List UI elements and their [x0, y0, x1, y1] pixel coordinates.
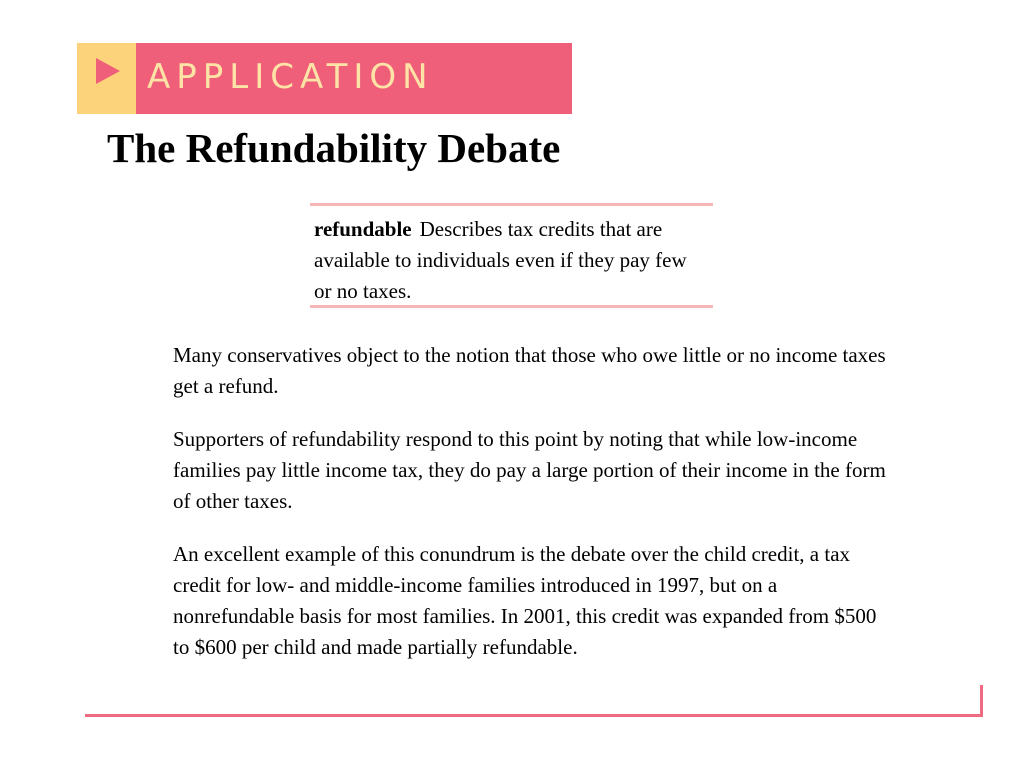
- footer-rule: [85, 714, 983, 717]
- page-title: The Refundability Debate: [107, 125, 561, 171]
- definition-term: refundable: [314, 217, 412, 241]
- definition-description: Describes tax credits that are available to individuals even if they pay few or no taxes.: [314, 217, 687, 303]
- footer-rule-tick: [980, 685, 983, 717]
- paragraph: Many conservatives object to the notion that those who owe little or no income taxes get a refund.: [173, 343, 886, 398]
- paragraph: Supporters of refundability respond to this point by noting that while low-income families pay little income tax, they do pay a large portion of their income in the form of other taxes.: [173, 427, 886, 513]
- definition-text: [314, 214, 709, 307]
- banner-label: APPLICATION: [147, 57, 434, 97]
- body-text: [173, 340, 893, 685]
- definition-box: [310, 203, 713, 308]
- play-triangle-icon: [96, 58, 120, 84]
- paragraph: An excellent example of this conundrum is the debate over the child credit, a tax credit for low- and middle-income families introduced in 1997, but on a nonrefundable basis for most families. In 2001, this credit was expanded from $500 to $600 per child and made partially refundable.: [173, 542, 877, 659]
- banner-icon-box: [77, 43, 136, 114]
